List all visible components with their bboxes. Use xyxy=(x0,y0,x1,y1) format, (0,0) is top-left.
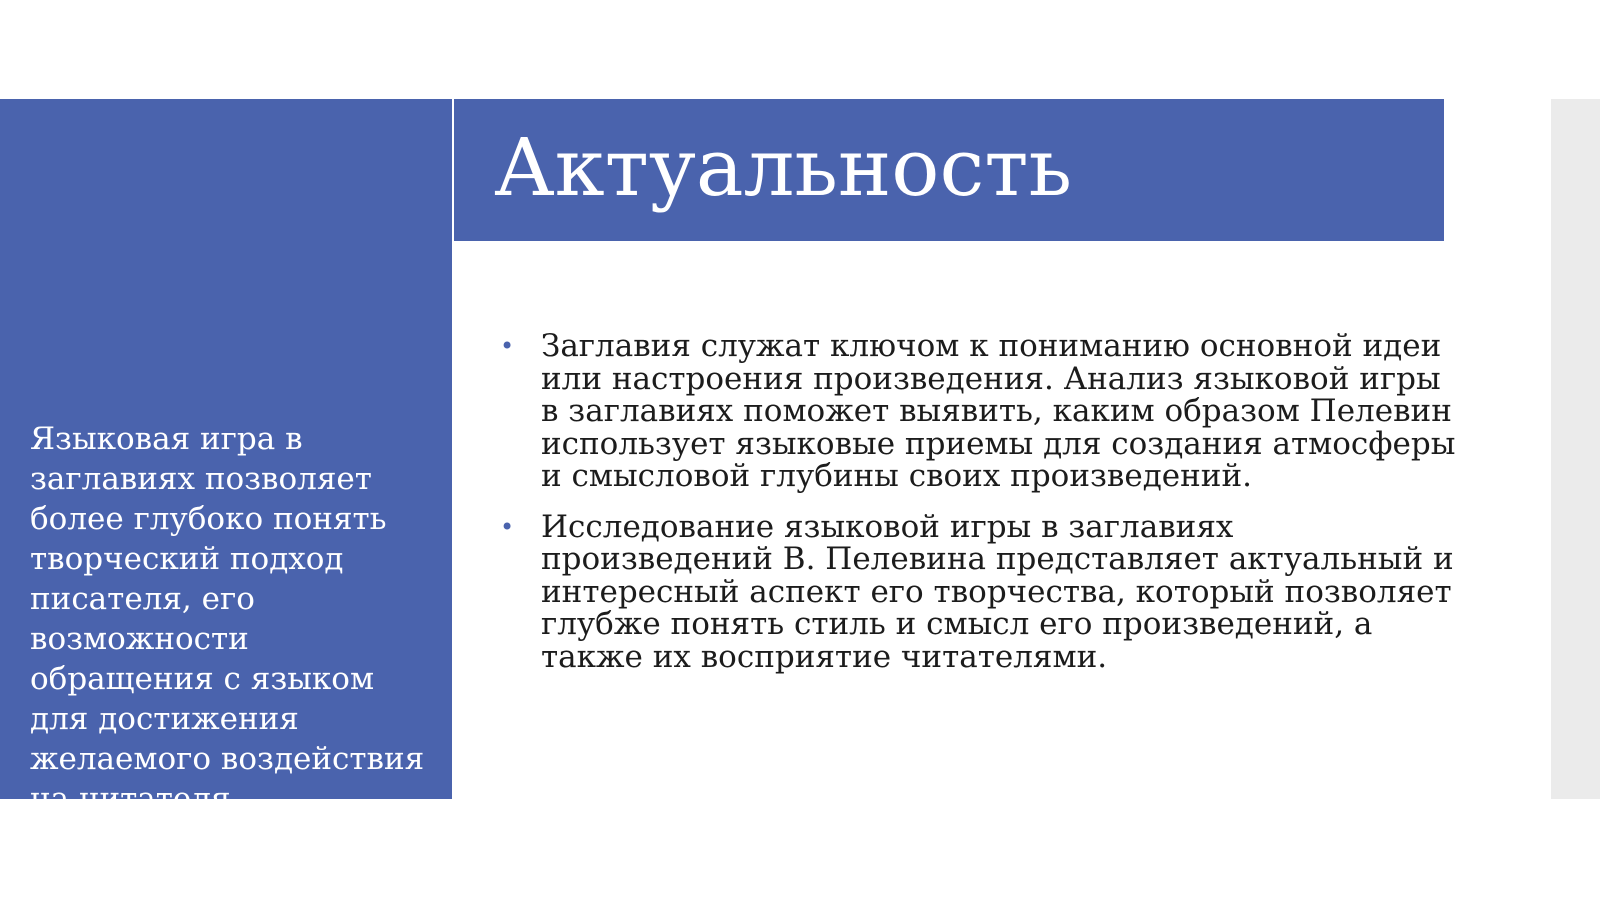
bullet-text-1: Заглавия служат ключом к пониманию основной идеи или настроения произведения. Анализ языковой игры в заглавиях поможет выявить, каким образом Пелевин использует языковые приемы для создания атмосферы и смысловой глубины своих произведений. xyxy=(541,328,1456,494)
bullet-list xyxy=(500,330,1460,691)
slide-title: Актуальность xyxy=(494,121,1073,214)
bullet-dot-icon: • xyxy=(500,332,515,360)
title-bar xyxy=(454,99,1444,241)
left-accent-panel xyxy=(0,99,452,817)
bullet-item-2 xyxy=(500,508,1460,675)
sidebar-text: Языковая игра в заглавиях позволяет более глубоко понять творческий подход писателя, его возможности обращения с языком для достижения желаемого воздействия на читателя. xyxy=(30,421,425,817)
right-side-strip xyxy=(1551,99,1600,799)
bullet-dot-icon: • xyxy=(500,512,515,541)
bullet-item-1 xyxy=(500,330,1460,493)
bullet-text-2: Исследование языковой игры в заглавиях произведений В. Пелевина представляет актуальный и интересный аспект его творчества, который позволяет глубже понять стиль и смысл его произведений, а также их восприятие читателями. xyxy=(541,508,1454,675)
